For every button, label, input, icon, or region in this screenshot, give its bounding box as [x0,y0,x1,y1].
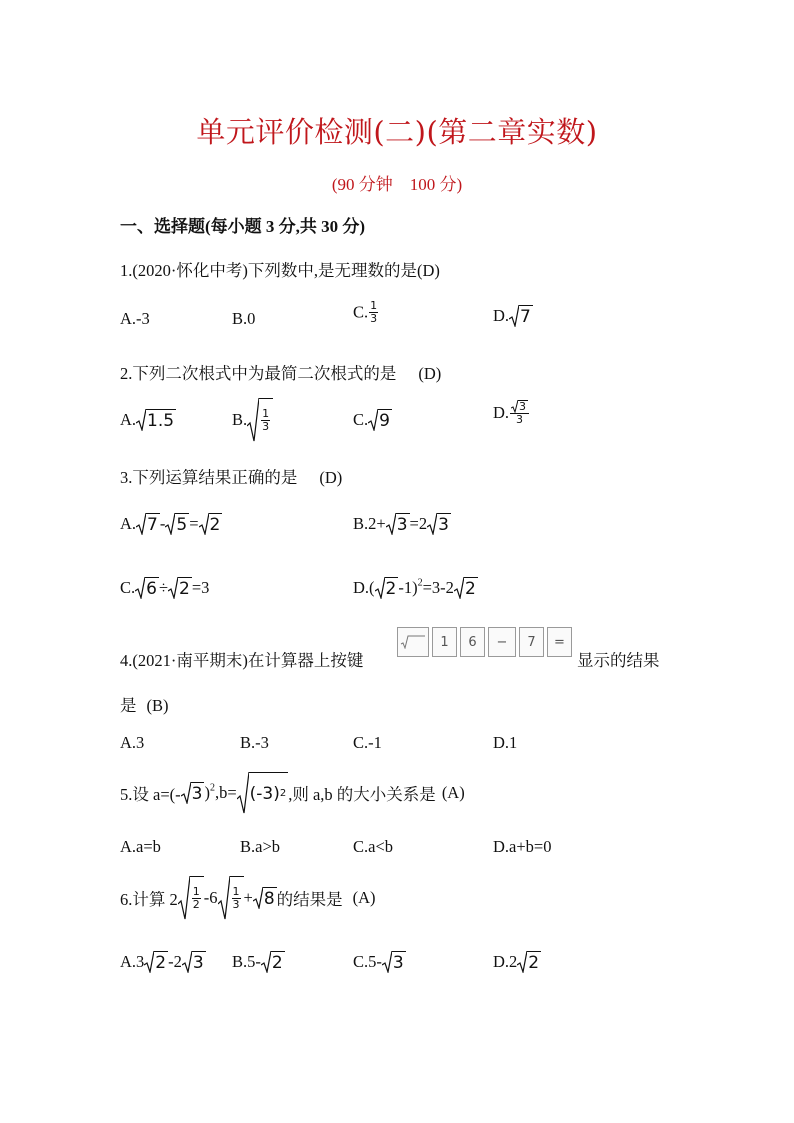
q1-option-a: A.-3 [120,309,150,328]
q2-option-a: A. 1.5 [120,410,175,431]
q1-option-d: D. 7 [493,306,531,327]
q6-option-b: B.5- 2 [232,952,283,973]
q2-option-b: B. $\frac{1}{3}$ [232,398,273,442]
sqrt-symbol: 7 [509,305,533,327]
question-3-stem: 3.下列运算结果正确的是 (D) [120,468,343,487]
question-4-stem-end: 显示的结果 [577,651,660,670]
q3-option-d: D.( 2 -1)$^2$=3-2 2 [353,577,476,599]
question-6-stem: 6.计算 2 $\frac{1}{2}$ -6 $\frac{1}{3}$ + 8 的结果是 (A) [120,876,376,920]
q3-option-b: B.2+ 3 =2 3 [353,514,449,535]
page-title: 单元评价检测(二)(第二章实数) [196,115,598,149]
q6-option-d: D.2 2 [493,952,540,973]
q5-option-d: D.a+b=0 [493,837,552,856]
q4-option-a: A.3 [120,733,145,752]
q6-option-a: A.3 2 -2 3 [120,952,204,973]
fraction: $\frac{1}{3}$ [370,299,378,325]
q2-option-d: D. $\frac{3}{3}$ [493,400,530,426]
question-2-stem: 2.下列二次根式中为最简二次根式的是 (D) [120,364,442,383]
calculator-key-sqrt [397,627,429,657]
section-heading: 一、选择题(每小题 3 分,共 30 分) [120,217,366,236]
question-4-stem: 4.(2021·南平期末)在计算器上按键 [120,651,364,670]
sqrt-key-icon [400,635,426,649]
q1-option-b: B.0 [232,309,256,328]
q5-option-b: B.a>b [240,837,281,856]
q4-option-b: B.-3 [240,733,269,752]
q5-option-a: A.a=b [120,837,161,856]
q1-option-c: C. $\frac{1}{3}$ [353,299,378,325]
q6-option-c: C.5- 3 [353,952,404,973]
calculator-key-7: 7 [519,627,544,657]
calculator-key-6: 6 [460,627,485,657]
calculator-key-1: 1 [432,627,457,657]
question-4-stem-line2: 是 (B) [120,696,169,715]
page-subtitle: (90 分钟 100 分) [331,175,463,194]
question-5-stem: 5.设 a=(- 3 )$^2$,b= (-3) 2 ,则 a,b 的大小关系是 (A) [120,772,465,814]
q4-option-c: C.-1 [353,733,382,752]
sqrt-symbol: $\frac{1}{3}$ [247,398,273,442]
fraction: $\frac{3}{3}$ [510,400,529,426]
q5-option-c: C.a<b [353,837,394,856]
q3-option-a: A. 7 - 5 = 2 [120,514,221,535]
question-1-stem: 1.(2020·怀化中考)下列数中,是无理数的是(D) [120,261,440,280]
sqrt-symbol: 9 [368,409,392,431]
sqrt-symbol: 1.5 [136,409,176,431]
q2-option-c: C. 9 [353,410,390,431]
calculator-key-minus: − [488,627,516,657]
q3-option-c: C. 6 ÷ 2 =3 [120,578,210,599]
q4-option-d: D.1 [493,733,518,752]
calculator-key-equals: = [547,627,572,657]
